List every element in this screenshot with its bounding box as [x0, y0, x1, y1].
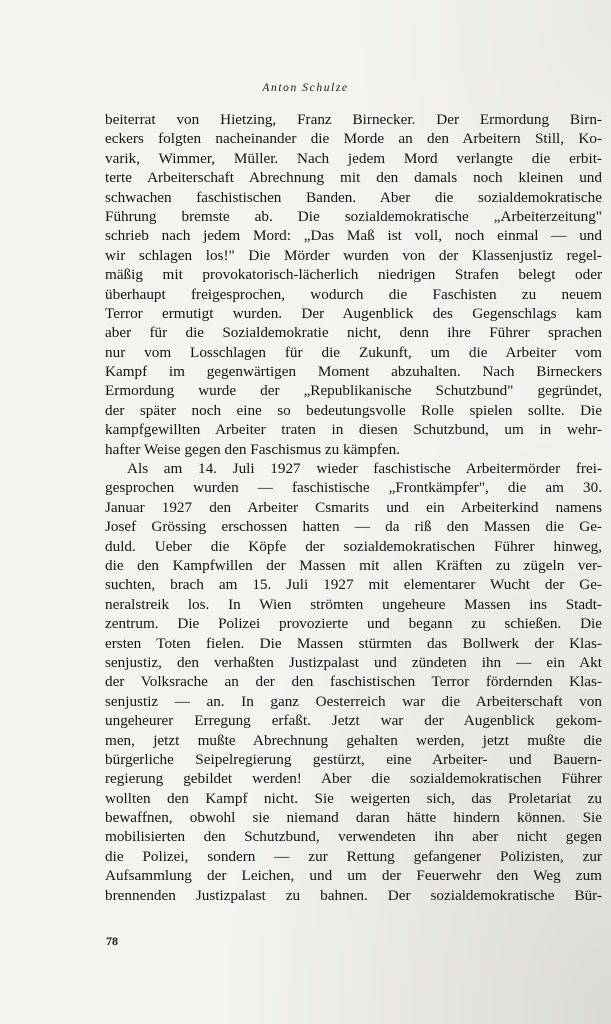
text-line: men, jetzt mußte Abrechnung gehalten werden, jetzt mußte die — [105, 731, 602, 749]
text-line: ersten Toten fielen. Die Massen stürmten das Bollwerk der Klas- — [105, 634, 602, 652]
text-line: ungeheurer Erregung erfaßt. Jetzt war der Augenblick gekom- — [105, 712, 602, 730]
text-line: der später noch eine so bedeutungsvolle Rolle spielen sollte. Die — [105, 401, 602, 419]
text-line: Terror ermutigt wurden. Der Augenblick des Gegenschlags kam — [105, 304, 602, 322]
text-line: Josef Grössing erschossen hatten — da riß den Massen die Ge- — [105, 518, 602, 536]
text-line: eckers folgten nacheinander die Morde an den Arbeitern Still, Ko- — [105, 130, 602, 148]
page-number: 78 — [106, 934, 118, 948]
text-line: neralstreik los. In Wien strömten ungeheure Massen ins Stadt- — [105, 595, 602, 613]
text-line: der Volksrache an der den faschistischen Terror fördernden Klas- — [105, 673, 602, 691]
text-line: wollten den Kampf nicht. Sie weigerten sich, das Proletariat zu — [105, 789, 602, 807]
text-line: die den Kampfwillen der Massen mit allen Kräften zu zügeln ver- — [105, 556, 602, 574]
running-head: Anton Schulze — [262, 82, 349, 94]
text-line: gesprochen wurden — faschistische „Frontkämpfer", die am 30. — [105, 479, 602, 497]
text-line: Ermordung wurde der „Republikanische Schutzbund" gegründet, — [105, 382, 602, 400]
text-line: zentrum. Die Polizei provozierte und begann zu schießen. Die — [105, 615, 602, 633]
text-line: suchten, brach am 15. Juli 1927 mit elementarer Wucht der Ge- — [105, 576, 602, 594]
text-line: senjustiz, den verhaßten Justizpalast und zündeten ihn — ein Akt — [105, 653, 602, 671]
paragraph-end-line: hafter Weise gegen den Faschismus zu kämpfen. — [105, 440, 400, 458]
text-line: bürgerliche Seipelregierung gestürzt, eine Arbeiter- und Bauern- — [105, 750, 602, 768]
text-line: wir schlagen los!" Die Mörder wurden von der Klassenjustiz regel- — [105, 246, 602, 264]
text-line: brennenden Justizpalast zu bahnen. Der sozialdemokratische Bür- — [105, 886, 602, 904]
text-line: varik, Wimmer, Müller. Nach jedem Mord verlangte die erbit- — [105, 149, 602, 167]
text-line: Führung bremste ab. Die sozialdemokratische „Arbeiterzeitung" — [105, 207, 602, 225]
text-line: Januar 1927 den Arbeiter Csmarits und ein Arbeiterkind namens — [105, 498, 602, 516]
text-line: duld. Ueber die Köpfe der sozialdemokratischen Führer hinweg, — [105, 537, 602, 555]
text-line: bewaffnen, obwohl sie niemand daran hätte hindern können. Sie — [105, 809, 602, 827]
text-line: kampfgewillten Arbeiter traten in diesen Schutzbund, um in wehr- — [105, 421, 602, 439]
text-line: nur vom Losschlagen für die Zukunft, um die Arbeiter vom — [105, 343, 602, 361]
paragraph-start-line: Als am 14. Juli 1927 wieder faschistische Arbeitermörder frei- — [127, 460, 602, 478]
text-line: beiterrat von Hietzing, Franz Birnecker. Der Ermordung Birn- — [105, 111, 602, 128]
text-line: senjustiz — an. In ganz Oesterreich war die Arbeiterschaft von — [105, 692, 602, 710]
text-line: die Polizei, sondern — zur Rettung gefangener Polizisten, zur — [105, 847, 602, 865]
text-line: Kampf im gegenwärtigen Moment abzuhalten. Nach Birneckers — [105, 363, 602, 381]
text-line: überhaupt freigesprochen, wodurch die Faschisten zu neuem — [105, 285, 602, 303]
text-line: Aufsammlung der Leichen, und um der Feuerwehr den Weg zum — [105, 867, 602, 885]
text-line: aber für die Sozialdemokratie nicht, denn ihre Führer sprachen — [105, 324, 602, 342]
text-line: mobilisierten den Schutzbund, verwendeten ihn aber nicht gegen — [105, 828, 602, 846]
text-line: mäßig mit provokatorisch-lächerlich niedrigen Strafen belegt oder — [105, 266, 602, 284]
text-line: schrieb nach jedem Mord: „Das Maß ist voll, noch einmal — und — [105, 227, 602, 245]
text-line: schwachen faschistischen Banden. Aber die sozialdemokratische — [105, 188, 602, 206]
text-line: regierung gebildet werden! Aber die sozialdemokratischen Führer — [105, 770, 602, 788]
text-line: terte Arbeiterschaft Abrechnung mit den damals noch kleinen und — [105, 169, 602, 187]
body-text — [105, 110, 602, 905]
